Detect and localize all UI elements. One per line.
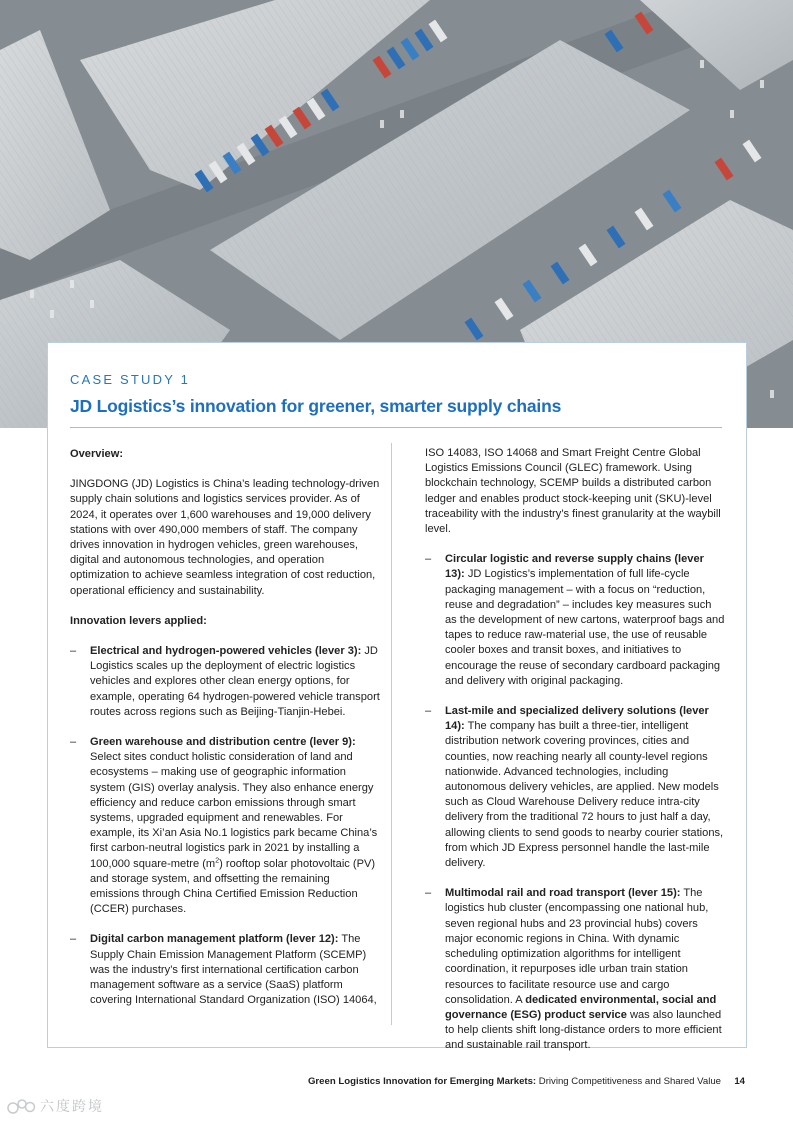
watermark-logo-icon <box>7 1097 37 1115</box>
left-column <box>70 447 382 1009</box>
list-dash: – <box>425 887 432 900</box>
lever-item-multimodal-transport <box>425 886 725 1053</box>
column-divider <box>391 443 392 1025</box>
lever-title: Electrical and hydrogen-powered vehicles (lever 3): <box>90 645 362 658</box>
lever-text: JD Logistics’s implementation of full life-cycle packaging management – with a focus on “reduction, reuse and degradation” – includes key measures such as the development of new cartons, waterproof bags and tapes to reduce raw-material use, the use of reusable cooler boxes and transit boxes, and initiatives to encourage the reuse of secondary cardboard packaging and delivery with original packaging. <box>445 568 725 687</box>
right-column <box>425 446 725 1054</box>
case-study-header <box>70 371 722 417</box>
levers-heading: Innovation levers applied: <box>70 614 207 627</box>
continuation-text: ISO 14083, ISO 14068 and Smart Freight Centre Global Logistics Emissions Council (GLEC) framework. Using blockchain technology, SCEMP builds a distributed carbon ledger and enables product stock-keeping unit (SKU)-level traceability with the industry’s finest granularity at the waybill level. <box>425 447 721 536</box>
page-footer <box>0 1075 793 1089</box>
list-dash: – <box>425 705 432 718</box>
list-dash: – <box>70 736 77 749</box>
lever-item-green-warehouse <box>70 735 382 917</box>
footer-subtitle: Driving Competitiveness and Shared Value <box>536 1076 721 1087</box>
page-number: 14 <box>734 1076 745 1087</box>
case-study-kicker: CASE STUDY 1 <box>70 372 191 387</box>
footer-report-title <box>308 1075 721 1089</box>
lever-text-cont: ) rooftop solar photovoltaic (PV) and storage system, and offsetting the remaining emissions through China Certified Emission Reduction (CCER) purchases. <box>90 857 376 916</box>
lever-text: Select sites conduct holistic consideration of land and ecosystems – making use of geographic information system (GIS) overlay analysis. They also enhance energy efficiency and reduce carbon emissions through smart systems, upgraded equipment and renewables. For example, its Xi’an Asia No.1 logistics park became China’s first carbon-neutral logistics park in 2021 by installing a 100,000 square-metre (m <box>90 751 378 870</box>
list-dash: – <box>70 645 77 658</box>
lever-title: Multimodal rail and road transport (lever 15): <box>445 887 681 900</box>
superscript-2: 2 <box>215 856 220 864</box>
lever-bold-phrase: dedicated environmental, social and governance (ESG) product service <box>445 993 717 1021</box>
overview-heading: Overview: <box>70 448 124 460</box>
lever-title: Digital carbon management platform (lever 12): <box>90 933 339 946</box>
lever-text: JD Logistics scales up the deployment of electric logistics vehicles and explores other clean energy options, for example, operating 64 hydrogen-powered vehicle transport routes across regions such as Beijing-Tianjin-Hebei. <box>90 645 380 718</box>
watermark-text: 六度跨境 <box>40 1098 104 1114</box>
footer-title-bold: Green Logistics Innovation for Emerging Markets: <box>307 1076 537 1087</box>
watermark <box>7 1096 104 1116</box>
lever-item-circular-logistics <box>425 552 725 689</box>
lever-item-last-mile <box>425 704 725 871</box>
lever-item-electric-vehicles <box>70 644 382 720</box>
lever-item-digital-carbon-platform <box>70 932 382 1008</box>
lever-title: Circular logistic and reverse supply chains (lever 13): <box>445 553 704 581</box>
lever-text: The logistics hub cluster (encompassing one national hub, seven regional hubs and 23 provincial hubs) covers major economic regions in China. With dynamic scheduling optimization algorithms for intelligent coordination, it repurposes idle urban train station resources to facilitate resource use and cargo consolidation. A <box>445 887 709 1006</box>
overview-text: JINGDONG (JD) Logistics is China’s leading technology-driven supply chain solutions and logistics services provider. As of 2024, it operates over 1,600 warehouses and 19,000 delivery stations with over 490,000 members of staff. The company drives innovation in hydrogen vehicles, green warehouses, digital and autonomous technologies, and operation optimization to achieve seamless integration of cost reduction, operational efficiency and sustainability. <box>70 478 380 597</box>
header-divider <box>70 427 722 428</box>
case-study-title: JD Logistics’s innovation for greener, smarter supply chains <box>70 396 562 416</box>
lever-text: The company has built a three-tier, intelligent distribution network covering provinces, cities and counties, now reaching nearly all county-level regions nationwide. Advanced technologies, including autonomous delivery vehicles, are applied. New models such as Cloud Warehouse Delivery reduce intra-city delivery from the traditional 72 hours to just half a day, allowing clients to send goods to nearby courier stations, from which JD Express personnel handle the last-mile delivery. <box>445 720 724 870</box>
lever-title: Green warehouse and distribution centre (lever 9): <box>90 736 356 749</box>
lever-text: The Supply Chain Emission Management Platform (SCEMP) was the industry’s first international certification carbon management software as a service (SaaS) platform covering International Standard Organization (ISO) 14064, <box>90 933 377 1007</box>
case-study-card <box>47 342 747 1052</box>
lever-title: Last-mile and specialized delivery solutions (lever 14): <box>445 705 709 733</box>
list-dash: – <box>70 933 77 946</box>
list-dash: – <box>425 553 432 566</box>
lever-text-cont: was also launched to help clients shift long-distance orders to more efficient and sustainable rail transport. <box>445 1008 722 1052</box>
